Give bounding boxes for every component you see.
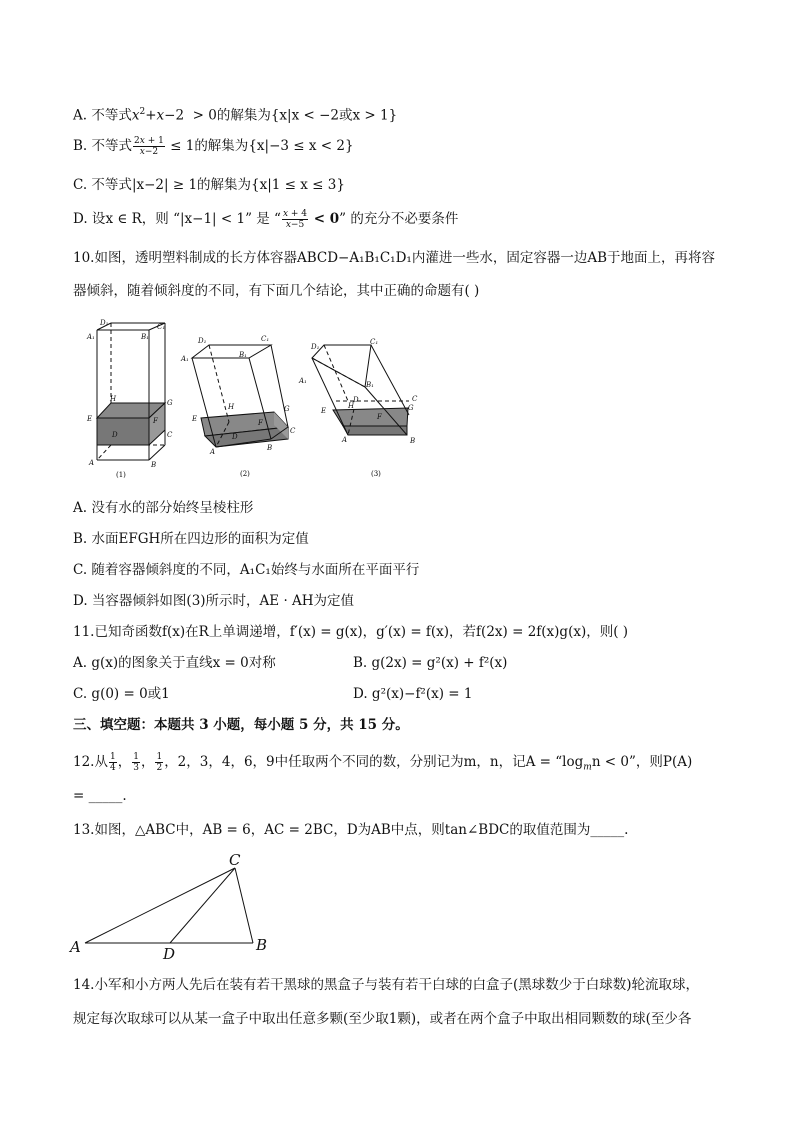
option-10a: A. 没有水的部分始终呈棱柱形 — [73, 500, 254, 516]
svg-text:E: E — [321, 407, 327, 415]
svg-text:C: C — [290, 427, 296, 435]
question-12-line2: = _____. — [73, 788, 127, 804]
figure-1 — [97, 323, 165, 460]
fraction: $\frac{x + 4}{x-5}$ — [282, 209, 308, 230]
svg-text:G: G — [167, 399, 173, 407]
figure-3 — [312, 345, 409, 435]
svg-text:G: G — [408, 404, 414, 412]
option-9d: D. 设x ∈ R，则 “|x−1| < 1” 是 “ $\frac{x + 4}{x-5}$ < 0” 的充分不必要条件 — [73, 209, 459, 230]
question-11-stem: 11.已知奇函数f(x)在R上单调递增，f′(x) = g(x)，g′(x) = f(x)，若f(2x) = 2f(x)g(x)，则( ) — [73, 624, 629, 640]
option-10d: D. 当容器倾斜如图(3)所示时，AE · AH为定值 — [73, 593, 355, 609]
option-9b: B. 不等式 $\frac{2x + 1}{x-2}$ ≤ 1的解集为{x|−3 ≤ x < 2} — [73, 136, 354, 157]
svg-text:D: D — [232, 433, 238, 441]
svg-text:F: F — [258, 419, 263, 427]
question-10-stem-line1: 10.如图，透明塑料制成的长方体容器ABCD−A₁B₁C₁D₁内灌进一些水，固定容器一边AB于地面上，再将容 — [73, 250, 715, 266]
svg-text:A: A — [70, 938, 81, 956]
question-14-line2: 规定每次取球可以从某一盒子中取出任意多颗(至少取1颗)，或者在两个盒子中取出相同颗数的球(至少各 — [73, 1011, 692, 1027]
svg-text:C₁: C₁ — [261, 335, 270, 343]
svg-text:A₁: A₁ — [181, 355, 189, 363]
svg-text:A: A — [210, 448, 216, 456]
option-9a: A. 不等式$x^2+x-2 > 0$的解集为{x|x < −2或x > 1} — [73, 107, 398, 124]
option-10c: C. 随着容器倾斜度的不同，A₁C₁始终与水面所在平面平行 — [73, 562, 420, 578]
svg-text:C: C — [412, 395, 418, 403]
svg-text:H: H — [110, 395, 117, 403]
svg-text:B: B — [256, 936, 268, 954]
svg-text:B: B — [267, 444, 273, 452]
figure-3-label: (3) — [371, 470, 381, 478]
question-10-stem-line2: 器倾斜，随着倾斜度的不同，有下面几个结论，其中正确的命题有( ) — [73, 283, 480, 299]
svg-text:D₁: D₁ — [100, 319, 109, 327]
question-14-line1: 14.小军和小方两人先后在装有若干黑球的黑盒子与装有若干白球的白盒子(黑球数少于白球数)轮流取球， — [73, 977, 700, 993]
svg-text:B₁: B₁ — [239, 351, 247, 359]
svg-text:C₁: C₁ — [370, 338, 379, 346]
question-13-stem: 13.如图，△ABC中，AB = 6，AC = 2BC，D为AB中点，则tan∠BDC的取值范围为_____. — [73, 822, 629, 838]
svg-text:F: F — [377, 413, 382, 421]
svg-text:A₁: A₁ — [299, 377, 307, 385]
svg-text:D₁: D₁ — [198, 337, 207, 345]
question-12-line1: 12.从 $\frac{1}{4}$ ， $\frac{1}{3}$ ， $\frac{1}{2}$ ，2，3，4，6，9中任取两个不同的数，分别记为m，n，记$A = “\log_mn < 0$”，则P(A) — [73, 752, 693, 773]
svg-text:B: B — [151, 461, 157, 469]
section-3-heading: 三、填空题：本题共 3 小题，每小题 5 分，共 15 分。 — [73, 717, 409, 733]
option-11d: D. g²(x)−f²(x) = 1 — [353, 686, 473, 702]
svg-text:A: A — [89, 459, 95, 467]
option-11b: B. g(2x) = g²(x) + f²(x) — [353, 655, 508, 671]
svg-text:E: E — [192, 415, 198, 423]
figure-2-label: (2) — [240, 470, 250, 478]
svg-text:A: A — [342, 436, 348, 444]
svg-text:G: G — [284, 405, 290, 413]
svg-text:B: B — [410, 437, 416, 445]
svg-text:E: E — [87, 415, 93, 423]
question-10-figures — [80, 315, 430, 485]
svg-text:H: H — [228, 403, 235, 411]
figure-1-label: (1) — [116, 471, 126, 479]
svg-text:B₁: B₁ — [141, 333, 149, 341]
svg-text:D: D — [112, 431, 118, 439]
svg-text:D: D — [353, 396, 359, 404]
svg-text:C₁: C₁ — [157, 323, 166, 331]
option-10b: B. 水面EFGH所在四边形的面积为定值 — [73, 531, 309, 547]
svg-text:D₁: D₁ — [311, 343, 320, 351]
fraction: $\frac{2x + 1}{x-2}$ — [134, 136, 164, 157]
svg-text:H: H — [348, 402, 355, 410]
figure-2 — [192, 345, 288, 447]
option-11c: C. g(0) = 0或1 — [73, 686, 170, 702]
option-9c: C. 不等式|x−2| ≥ 1的解集为{x|1 ≤ x ≤ 3} — [73, 177, 345, 193]
triangle-figure — [66, 848, 286, 963]
svg-text:F: F — [153, 417, 158, 425]
option-11a: A. g(x)的图象关于直线x = 0对称 — [73, 655, 276, 671]
svg-text:A₁: A₁ — [87, 333, 95, 341]
svg-text:C: C — [167, 431, 173, 439]
svg-text:C: C — [229, 851, 241, 869]
svg-text:D: D — [163, 945, 176, 963]
svg-text:B₁: B₁ — [366, 381, 374, 389]
